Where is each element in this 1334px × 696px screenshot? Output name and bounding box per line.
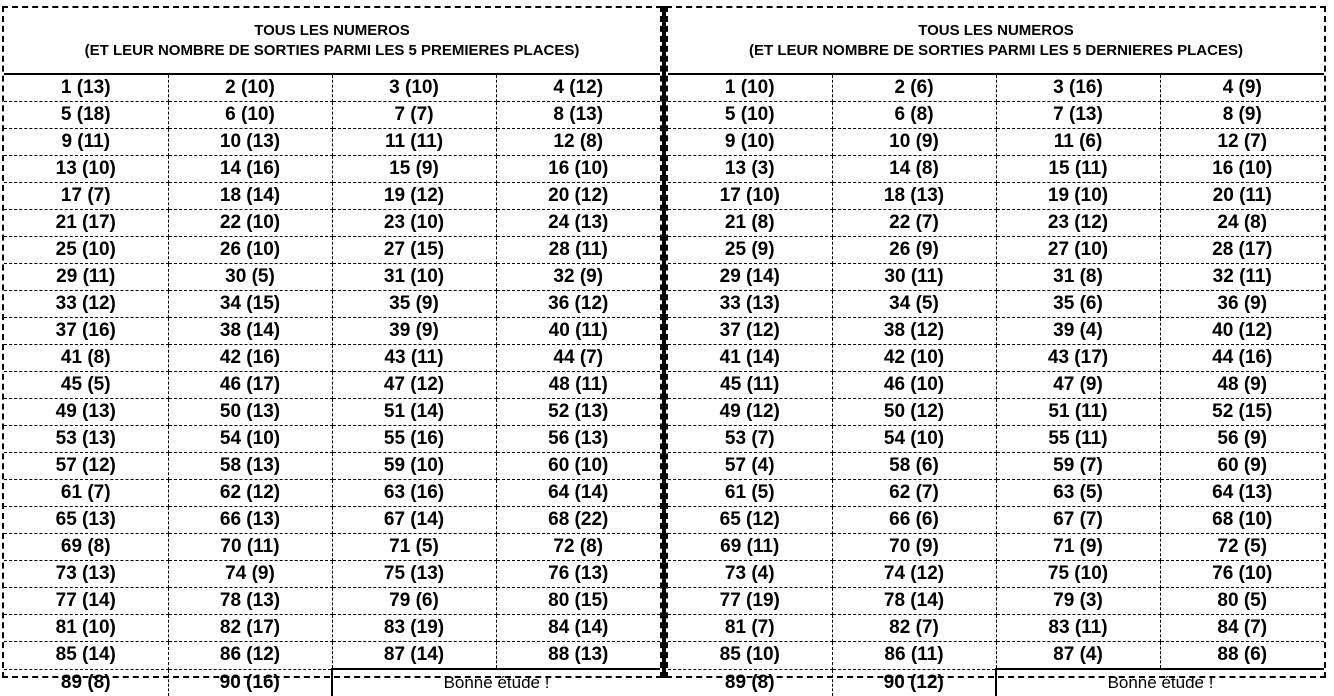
number-cell: 14 (8)	[832, 156, 996, 183]
number-cell: 63 (5)	[996, 480, 1160, 507]
number-cell: 26 (10)	[168, 237, 332, 264]
number-cell: 16 (10)	[1160, 156, 1324, 183]
number-cell: 61 (5)	[668, 480, 832, 507]
number-cell: 90 (16)	[168, 669, 332, 696]
number-cell: 5 (18)	[4, 102, 168, 129]
right-panel-header	[668, 8, 1324, 75]
number-cell: 18 (14)	[168, 183, 332, 210]
number-cell: 13 (10)	[4, 156, 168, 183]
number-cell: 37 (12)	[668, 318, 832, 345]
number-cell: 84 (14)	[496, 615, 660, 642]
number-cell: 68 (10)	[1160, 507, 1324, 534]
table-row	[668, 183, 1324, 210]
good-study-note: Bonne étude !	[996, 669, 1324, 696]
table-row	[4, 453, 660, 480]
left-title-line2: (ET LEUR NOMBRE DE SORTIES PARMI LES 5 PREMIERES PLACES)	[84, 41, 580, 59]
table-row	[668, 399, 1324, 426]
left-table-body	[4, 75, 660, 696]
number-cell: 21 (8)	[668, 210, 832, 237]
number-cell: 51 (14)	[332, 399, 496, 426]
number-cell: 15 (9)	[332, 156, 496, 183]
number-cell: 38 (14)	[168, 318, 332, 345]
number-cell: 36 (9)	[1160, 291, 1324, 318]
number-cell: 18 (13)	[832, 183, 996, 210]
number-cell: 29 (11)	[4, 264, 168, 291]
number-cell: 39 (9)	[332, 318, 496, 345]
table-row	[4, 642, 660, 670]
table-row	[4, 75, 660, 102]
number-cell: 7 (13)	[996, 102, 1160, 129]
number-cell: 40 (11)	[496, 318, 660, 345]
number-cell: 78 (14)	[832, 588, 996, 615]
number-cell: 35 (9)	[332, 291, 496, 318]
table-row	[4, 507, 660, 534]
number-cell: 69 (11)	[668, 534, 832, 561]
number-cell: 75 (10)	[996, 561, 1160, 588]
number-cell: 33 (13)	[668, 291, 832, 318]
number-cell: 12 (7)	[1160, 129, 1324, 156]
number-cell: 44 (7)	[496, 345, 660, 372]
number-cell: 20 (11)	[1160, 183, 1324, 210]
number-cell: 79 (3)	[996, 588, 1160, 615]
number-cell: 6 (8)	[832, 102, 996, 129]
number-cell: 90 (12)	[832, 669, 996, 696]
number-cell: 12 (8)	[496, 129, 660, 156]
number-cell: 74 (9)	[168, 561, 332, 588]
number-cell: 66 (6)	[832, 507, 996, 534]
number-cell: 26 (9)	[832, 237, 996, 264]
number-cell: 50 (12)	[832, 399, 996, 426]
right-table-body	[668, 75, 1324, 696]
table-row	[668, 615, 1324, 642]
number-cell: 28 (17)	[1160, 237, 1324, 264]
number-cell: 46 (17)	[168, 372, 332, 399]
number-cell: 67 (7)	[996, 507, 1160, 534]
number-cell: 53 (13)	[4, 426, 168, 453]
number-cell: 77 (14)	[4, 588, 168, 615]
number-cell: 30 (11)	[832, 264, 996, 291]
table-row	[668, 534, 1324, 561]
right-numbers-table	[668, 75, 1324, 696]
number-cell: 81 (10)	[4, 615, 168, 642]
number-cell: 32 (9)	[496, 264, 660, 291]
number-cell: 24 (8)	[1160, 210, 1324, 237]
left-numbers-table	[4, 75, 660, 696]
number-cell: 33 (12)	[4, 291, 168, 318]
number-cell: 60 (9)	[1160, 453, 1324, 480]
number-cell: 86 (12)	[168, 642, 332, 670]
number-cell: 61 (7)	[4, 480, 168, 507]
number-cell: 3 (16)	[996, 75, 1160, 102]
number-cell: 27 (15)	[332, 237, 496, 264]
table-row	[4, 345, 660, 372]
table-row	[668, 210, 1324, 237]
number-cell: 49 (13)	[4, 399, 168, 426]
number-cell: 64 (14)	[496, 480, 660, 507]
number-cell: 67 (14)	[332, 507, 496, 534]
right-title-line1: TOUS LES NUMEROS	[918, 21, 1074, 39]
table-row	[668, 480, 1324, 507]
number-cell: 62 (12)	[168, 480, 332, 507]
number-cell: 63 (16)	[332, 480, 496, 507]
number-cell: 30 (5)	[168, 264, 332, 291]
number-cell: 85 (14)	[4, 642, 168, 670]
right-title-line2: (ET LEUR NOMBRE DE SORTIES PARMI LES 5 DERNIERES PLACES)	[749, 41, 1243, 59]
number-cell: 56 (13)	[496, 426, 660, 453]
number-cell: 58 (6)	[832, 453, 996, 480]
number-cell: 25 (9)	[668, 237, 832, 264]
table-row	[668, 102, 1324, 129]
number-cell: 47 (9)	[996, 372, 1160, 399]
table-row	[668, 426, 1324, 453]
number-cell: 84 (7)	[1160, 615, 1324, 642]
number-cell: 54 (10)	[832, 426, 996, 453]
number-cell: 13 (3)	[668, 156, 832, 183]
number-cell: 76 (10)	[1160, 561, 1324, 588]
number-cell: 19 (12)	[332, 183, 496, 210]
number-cell: 21 (17)	[4, 210, 168, 237]
number-cell: 79 (6)	[332, 588, 496, 615]
number-cell: 58 (13)	[168, 453, 332, 480]
number-cell: 8 (13)	[496, 102, 660, 129]
number-cell: 20 (12)	[496, 183, 660, 210]
table-row	[4, 291, 660, 318]
number-cell: 9 (10)	[668, 129, 832, 156]
number-cell: 85 (10)	[668, 642, 832, 670]
number-cell: 4 (9)	[1160, 75, 1324, 102]
table-row	[668, 237, 1324, 264]
number-cell: 22 (10)	[168, 210, 332, 237]
number-cell: 39 (4)	[996, 318, 1160, 345]
number-cell: 50 (13)	[168, 399, 332, 426]
number-cell: 49 (12)	[668, 399, 832, 426]
table-row	[4, 615, 660, 642]
number-cell: 15 (11)	[996, 156, 1160, 183]
number-cell: 74 (12)	[832, 561, 996, 588]
number-cell: 48 (9)	[1160, 372, 1324, 399]
number-cell: 62 (7)	[832, 480, 996, 507]
number-cell: 72 (5)	[1160, 534, 1324, 561]
number-cell: 38 (12)	[832, 318, 996, 345]
number-cell: 86 (11)	[832, 642, 996, 670]
good-study-note: Bonne étude !	[332, 669, 660, 696]
table-row	[668, 642, 1324, 670]
number-cell: 72 (8)	[496, 534, 660, 561]
number-cell: 5 (10)	[668, 102, 832, 129]
number-cell: 42 (10)	[832, 345, 996, 372]
number-cell: 23 (12)	[996, 210, 1160, 237]
number-cell: 44 (16)	[1160, 345, 1324, 372]
number-cell: 27 (10)	[996, 237, 1160, 264]
number-cell: 14 (16)	[168, 156, 332, 183]
table-row	[668, 453, 1324, 480]
table-row	[4, 183, 660, 210]
number-cell: 59 (7)	[996, 453, 1160, 480]
number-cell: 17 (7)	[4, 183, 168, 210]
number-cell: 36 (12)	[496, 291, 660, 318]
number-cell: 81 (7)	[668, 615, 832, 642]
number-cell: 34 (15)	[168, 291, 332, 318]
number-cell: 45 (11)	[668, 372, 832, 399]
number-cell: 10 (13)	[168, 129, 332, 156]
number-cell: 29 (14)	[668, 264, 832, 291]
table-row	[668, 345, 1324, 372]
number-cell: 73 (4)	[668, 561, 832, 588]
number-cell: 73 (13)	[4, 561, 168, 588]
number-cell: 43 (11)	[332, 345, 496, 372]
number-cell: 80 (5)	[1160, 588, 1324, 615]
table-row	[668, 507, 1324, 534]
number-cell: 3 (10)	[332, 75, 496, 102]
number-cell: 48 (11)	[496, 372, 660, 399]
number-cell: 41 (8)	[4, 345, 168, 372]
number-cell: 71 (5)	[332, 534, 496, 561]
table-row	[4, 156, 660, 183]
table-row	[4, 534, 660, 561]
number-cell: 28 (11)	[496, 237, 660, 264]
table-row	[4, 588, 660, 615]
number-cell: 23 (10)	[332, 210, 496, 237]
left-title-line1: TOUS LES NUMEROS	[254, 21, 410, 39]
table-row	[668, 156, 1324, 183]
number-cell: 7 (7)	[332, 102, 496, 129]
number-cell: 11 (11)	[332, 129, 496, 156]
number-cell: 2 (10)	[168, 75, 332, 102]
number-cell: 41 (14)	[668, 345, 832, 372]
number-cell: 47 (12)	[332, 372, 496, 399]
number-cell: 65 (13)	[4, 507, 168, 534]
table-row	[4, 318, 660, 345]
left-panel-first-places	[2, 6, 662, 693]
number-cell: 87 (4)	[996, 642, 1160, 670]
number-cell: 4 (12)	[496, 75, 660, 102]
table-row	[4, 210, 660, 237]
number-cell: 55 (16)	[332, 426, 496, 453]
number-cell: 1 (10)	[668, 75, 832, 102]
table-row	[668, 372, 1324, 399]
number-cell: 66 (13)	[168, 507, 332, 534]
table-row	[4, 102, 660, 129]
number-cell: 57 (12)	[4, 453, 168, 480]
number-cell: 52 (13)	[496, 399, 660, 426]
number-cell: 83 (19)	[332, 615, 496, 642]
number-cell: 31 (8)	[996, 264, 1160, 291]
number-cell: 43 (17)	[996, 345, 1160, 372]
number-cell: 82 (7)	[832, 615, 996, 642]
number-cell: 22 (7)	[832, 210, 996, 237]
number-cell: 46 (10)	[832, 372, 996, 399]
number-cell: 37 (16)	[4, 318, 168, 345]
number-cell: 88 (13)	[496, 642, 660, 670]
number-cell: 78 (13)	[168, 588, 332, 615]
number-cell: 45 (5)	[4, 372, 168, 399]
left-panel-header	[4, 8, 660, 75]
number-cell: 10 (9)	[832, 129, 996, 156]
number-cell: 75 (13)	[332, 561, 496, 588]
number-cell: 19 (10)	[996, 183, 1160, 210]
table-row	[4, 399, 660, 426]
number-cell: 69 (8)	[4, 534, 168, 561]
number-cell: 25 (10)	[4, 237, 168, 264]
number-cell: 89 (8)	[668, 669, 832, 696]
number-cell: 55 (11)	[996, 426, 1160, 453]
number-cell: 32 (11)	[1160, 264, 1324, 291]
number-cell: 17 (10)	[668, 183, 832, 210]
number-cell: 89 (8)	[4, 669, 168, 696]
number-cell: 8 (9)	[1160, 102, 1324, 129]
number-cell: 2 (6)	[832, 75, 996, 102]
number-cell: 52 (15)	[1160, 399, 1324, 426]
number-cell: 88 (6)	[1160, 642, 1324, 670]
number-cell: 42 (16)	[168, 345, 332, 372]
right-panel-last-places	[666, 6, 1326, 693]
number-cell: 11 (6)	[996, 129, 1160, 156]
number-cell: 51 (11)	[996, 399, 1160, 426]
table-row	[4, 237, 660, 264]
number-cell: 68 (22)	[496, 507, 660, 534]
number-cell: 77 (19)	[668, 588, 832, 615]
number-cell: 34 (5)	[832, 291, 996, 318]
number-cell: 9 (11)	[4, 129, 168, 156]
number-cell: 31 (10)	[332, 264, 496, 291]
number-cell: 83 (11)	[996, 615, 1160, 642]
number-cell: 54 (10)	[168, 426, 332, 453]
number-cell: 65 (12)	[668, 507, 832, 534]
number-cell: 40 (12)	[1160, 318, 1324, 345]
table-row	[668, 588, 1324, 615]
table-row	[668, 318, 1324, 345]
number-cell: 24 (13)	[496, 210, 660, 237]
number-cell: 57 (4)	[668, 453, 832, 480]
number-cell: 64 (13)	[1160, 480, 1324, 507]
number-cell: 59 (10)	[332, 453, 496, 480]
table-row	[668, 561, 1324, 588]
number-cell: 76 (13)	[496, 561, 660, 588]
number-cell: 16 (10)	[496, 156, 660, 183]
number-cell: 53 (7)	[668, 426, 832, 453]
table-row	[4, 561, 660, 588]
table-row	[668, 264, 1324, 291]
page	[2, 6, 1330, 693]
table-row	[668, 291, 1324, 318]
number-cell: 80 (15)	[496, 588, 660, 615]
number-cell: 70 (11)	[168, 534, 332, 561]
table-row	[4, 264, 660, 291]
number-cell: 35 (6)	[996, 291, 1160, 318]
number-cell: 71 (9)	[996, 534, 1160, 561]
number-cell: 56 (9)	[1160, 426, 1324, 453]
number-cell: 1 (13)	[4, 75, 168, 102]
table-row	[4, 372, 660, 399]
number-cell: 87 (14)	[332, 642, 496, 670]
number-cell: 60 (10)	[496, 453, 660, 480]
number-cell: 6 (10)	[168, 102, 332, 129]
table-row	[4, 129, 660, 156]
number-cell: 82 (17)	[168, 615, 332, 642]
table-row	[668, 129, 1324, 156]
number-cell: 70 (9)	[832, 534, 996, 561]
table-row	[4, 480, 660, 507]
table-row	[4, 426, 660, 453]
table-row	[668, 75, 1324, 102]
